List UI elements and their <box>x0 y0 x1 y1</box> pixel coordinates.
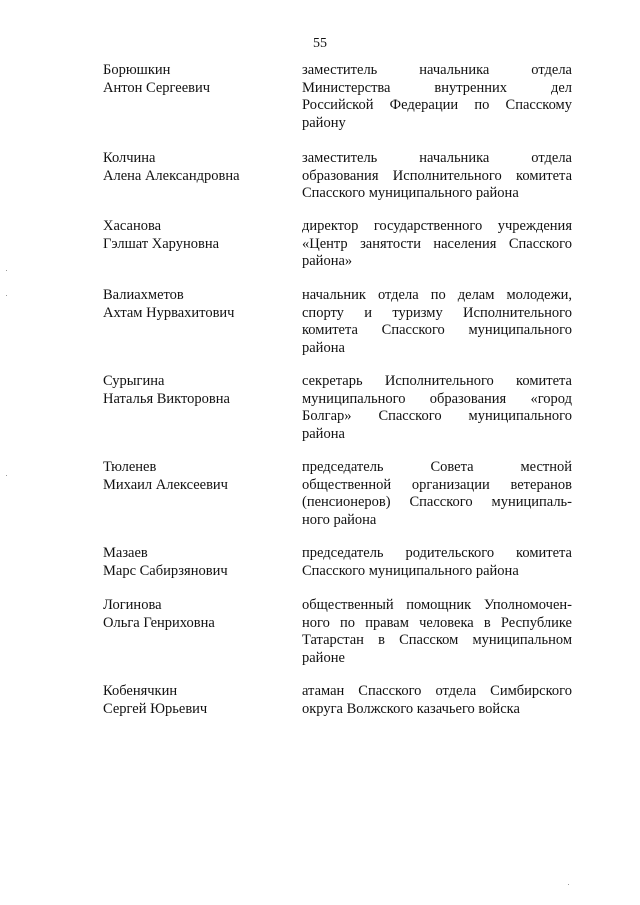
member-position <box>302 597 572 667</box>
member-given-names: Алена Александровна <box>103 167 240 184</box>
member-surname: Борюшкин <box>103 62 171 78</box>
member-name <box>103 545 283 580</box>
member-given-names: Ольга Генриховна <box>103 614 215 631</box>
member-given-names: Сергей Юрьевич <box>103 700 208 717</box>
member-position <box>302 62 572 132</box>
member-given-names: Михаил Алексеевич <box>103 476 228 493</box>
position-line: районе <box>302 649 345 666</box>
position-line: директор государственного учреждения <box>302 218 572 234</box>
member-position <box>302 373 572 443</box>
page-number: 55 <box>313 36 327 51</box>
member-position <box>302 287 572 357</box>
scan-mark <box>568 884 569 885</box>
member-surname: Тюленев <box>103 459 157 475</box>
member-position <box>302 683 572 718</box>
member-name <box>103 459 283 494</box>
position-line: ного по правам человека в Республике <box>302 614 572 631</box>
member-name <box>103 218 283 253</box>
member-name <box>103 373 283 408</box>
position-line: общественный помощник Уполномочен- <box>302 597 572 613</box>
position-line: района <box>302 425 345 442</box>
position-line: (пенсионеров) Спасского муниципаль- <box>302 494 572 510</box>
scan-mark <box>6 270 7 271</box>
member-given-names: Наталья Викторовна <box>103 390 230 407</box>
position-line: председатель родительского комитета <box>302 545 572 561</box>
position-line: общественной организации ветеранов <box>302 476 572 493</box>
member-surname: Сурыгина <box>103 373 165 389</box>
position-line: Болгар» Спасского муниципального <box>302 408 572 424</box>
member-surname: Валиахметов <box>103 287 184 303</box>
position-line: Министерства внутренних дел <box>302 79 572 96</box>
member-name <box>103 287 283 322</box>
position-line: муниципального образования «город <box>302 390 572 407</box>
position-line: «Центр занятости населения Спасского <box>302 235 572 252</box>
member-name <box>103 62 283 97</box>
position-line: заместитель начальника отдела <box>302 150 572 166</box>
member-position <box>302 459 572 529</box>
position-line: начальник отдела по делам молодежи, <box>302 287 572 303</box>
member-surname: Хасанова <box>103 218 162 234</box>
position-line: комитета Спасского муниципального <box>302 322 572 338</box>
position-line: заместитель начальника отдела <box>302 62 572 78</box>
position-line: атаман Спасского отдела Симбирского <box>302 683 572 699</box>
position-line: Российской Федерации по Спасскому <box>302 97 572 113</box>
member-given-names: Антон Сергеевич <box>103 79 211 96</box>
position-line: района <box>302 339 345 356</box>
member-surname: Мазаев <box>103 545 148 561</box>
position-line: образования Исполнительного комитета <box>302 167 572 184</box>
position-line: ного района <box>302 511 377 528</box>
scan-mark <box>6 295 7 296</box>
member-surname: Логинова <box>103 597 162 613</box>
position-line: спорту и туризму Исполнительного <box>302 304 572 321</box>
position-line: округа Волжского казачьего войска <box>302 700 520 717</box>
member-surname: Колчина <box>103 150 156 166</box>
scan-mark <box>6 475 7 476</box>
member-name <box>103 150 283 185</box>
member-given-names: Гэлшат Харуновна <box>103 235 220 252</box>
position-line: секретарь Исполнительного комитета <box>302 373 572 389</box>
member-surname: Кобенячкин <box>103 683 178 699</box>
member-given-names: Ахтам Нурвахитович <box>103 304 235 321</box>
member-position <box>302 545 572 580</box>
member-name <box>103 683 283 718</box>
member-given-names: Марс Сабирзянович <box>103 562 228 579</box>
position-line: Спасского муниципального района <box>302 562 519 579</box>
position-line: Татарстан в Спасском муниципальном <box>302 632 572 648</box>
member-position <box>302 218 572 271</box>
member-position <box>302 150 572 203</box>
position-line: председатель Совета местной <box>302 459 572 475</box>
position-line: району <box>302 114 346 131</box>
position-line: района» <box>302 253 353 269</box>
member-name <box>103 597 283 632</box>
position-line: Спасского муниципального района <box>302 185 519 201</box>
